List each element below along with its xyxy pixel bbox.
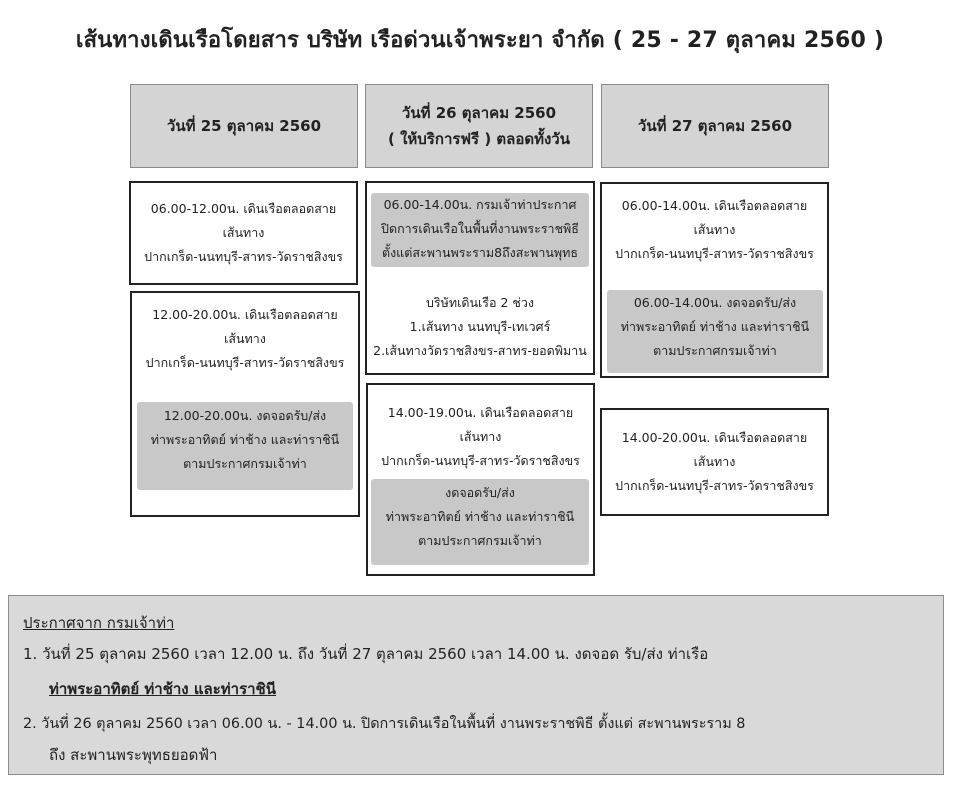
- schedule-line: เส้นทาง: [693, 454, 736, 469]
- notice-item-2: 2. วันที่ 26 ตุลาคม 2560 เวลา 06.00 น. - 14.00 น. ปิดการเดินเรือในพื้นที่ งานพระราชพิธี ตั้งแต่ สะพานพระราม 8: [23, 716, 746, 732]
- notice-item-2-cont: ถึง สะพานพระพุทธยอดฟ้า: [49, 746, 218, 764]
- closure-line: ท่าพระอาทิตย์ ท่าช้าง และท่าราชินี: [620, 319, 810, 334]
- header-oct-25-label: วันที่ 25 ตุลาคม 2560: [166, 117, 322, 135]
- schedule-line: 2.เส้นทางวัดราชสิงขร-สาทร-ยอดพิมาน: [373, 343, 587, 358]
- schedule-line: 14.00-19.00น. เดินเรือตลอดสาย: [387, 405, 574, 420]
- pier-closure-note-27: [607, 290, 823, 373]
- schedule-line: ปากเกร็ด-นนทบุรี-สาทร-วัดราชสิงขร: [615, 246, 814, 261]
- closure-line: ท่าพระอาทิตย์ ท่าช้าง และท่าราชินี: [385, 509, 575, 524]
- schedule-line: บริษัทเดินเรือ 2 ช่วง: [425, 295, 535, 310]
- schedule-line: 12.00-20.00น. เดินเรือตลอดสาย: [152, 307, 338, 322]
- schedule-line: 14.00-20.00น. เดินเรือตลอดสาย: [621, 430, 808, 445]
- header-oct-26-date: วันที่ 26 ตุลาคม 2560: [401, 104, 557, 122]
- schedule-line: เส้นทาง: [459, 429, 502, 444]
- header-oct-26: [365, 84, 593, 168]
- header-oct-26-free: ( ให้บริการฟรี ) ตลอดทั้งวัน: [388, 130, 570, 148]
- schedule-line: ปากเกร็ด-นนทบุรี-สาทร-วัดราชสิงขร: [145, 355, 345, 370]
- schedule-line: ปากเกร็ด-นนทบุรี-สาทร-วัดราชสิงขร: [144, 249, 343, 264]
- closure-line: 06.00-14.00น. งดจอดรับ/ส่ง: [633, 295, 797, 310]
- schedule-box-27-afternoon: [600, 408, 829, 516]
- closure-line: ตามประกาศกรมเจ้าท่า: [653, 343, 777, 358]
- schedule-line: 1.เส้นทาง นนทบุรี-เทเวศร์: [409, 319, 551, 334]
- schedule-line: 06.00-12.00น. เดินเรือตลอดสาย: [150, 201, 337, 216]
- closure-line: ท่าพระอาทิตย์ ท่าช้าง และท่าราชินี: [150, 432, 340, 447]
- closure-line: ตั้งแต่สะพานพระราม8ถึงสะพานพุทธ: [381, 245, 579, 260]
- schedule-line: ปากเกร็ด-นนทบุรี-สาทร-วัดราชสิงขร: [381, 453, 580, 468]
- schedule-line: เส้นทาง: [222, 225, 265, 240]
- notice-heading: ประกาศจาก กรมเจ้าท่า: [23, 614, 175, 632]
- schedule-line: เส้นทาง: [693, 222, 736, 237]
- marine-department-notice: [8, 595, 944, 775]
- closure-line: งดจอดรับ/ส่ง: [445, 485, 515, 500]
- schedule-line: ปากเกร็ด-นนทบุรี-สาทร-วัดราชสิงขร: [615, 478, 814, 493]
- page-title: เส้นทางเดินเรือโดยสาร บริษัท เรือด่วนเจ้าพระยา จำกัด ( 25 - 27 ตุลาคม 2560 ): [75, 28, 885, 53]
- closure-line: ตามประกาศกรมเจ้าท่า: [418, 533, 542, 548]
- header-oct-27: [601, 84, 829, 168]
- notice-item-1: 1. วันที่ 25 ตุลาคม 2560 เวลา 12.00 น. ถึง วันที่ 27 ตุลาคม 2560 เวลา 14.00 น. งดจอด รับ/ส่ง ท่าเรือ: [23, 645, 709, 663]
- closure-line: ตามประกาศกรมเจ้าท่า: [183, 456, 307, 471]
- header-oct-27-label: วันที่ 27 ตุลาคม 2560: [637, 117, 793, 135]
- closure-announcement-26: [371, 193, 589, 267]
- pier-closure-note-26: [371, 479, 589, 565]
- pier-closure-note-25: [137, 402, 353, 490]
- schedule-line: 06.00-14.00น. เดินเรือตลอดสาย: [621, 198, 808, 213]
- closure-line: ปิดการเดินเรือในพื้นที่งานพระราชพิธี: [381, 221, 579, 236]
- schedule-line: เส้นทาง: [224, 331, 266, 346]
- header-oct-25: [130, 84, 358, 168]
- closure-line: 06.00-14.00น. กรมเจ้าท่าประกาศ: [383, 197, 577, 212]
- notice-item-1-piers: ท่าพระอาทิตย์ ท่าช้าง และท่าราชินี: [49, 680, 276, 698]
- closure-line: 12.00-20.00น. งดจอดรับ/ส่ง: [163, 408, 327, 423]
- schedule-box-25-morning: [129, 181, 358, 285]
